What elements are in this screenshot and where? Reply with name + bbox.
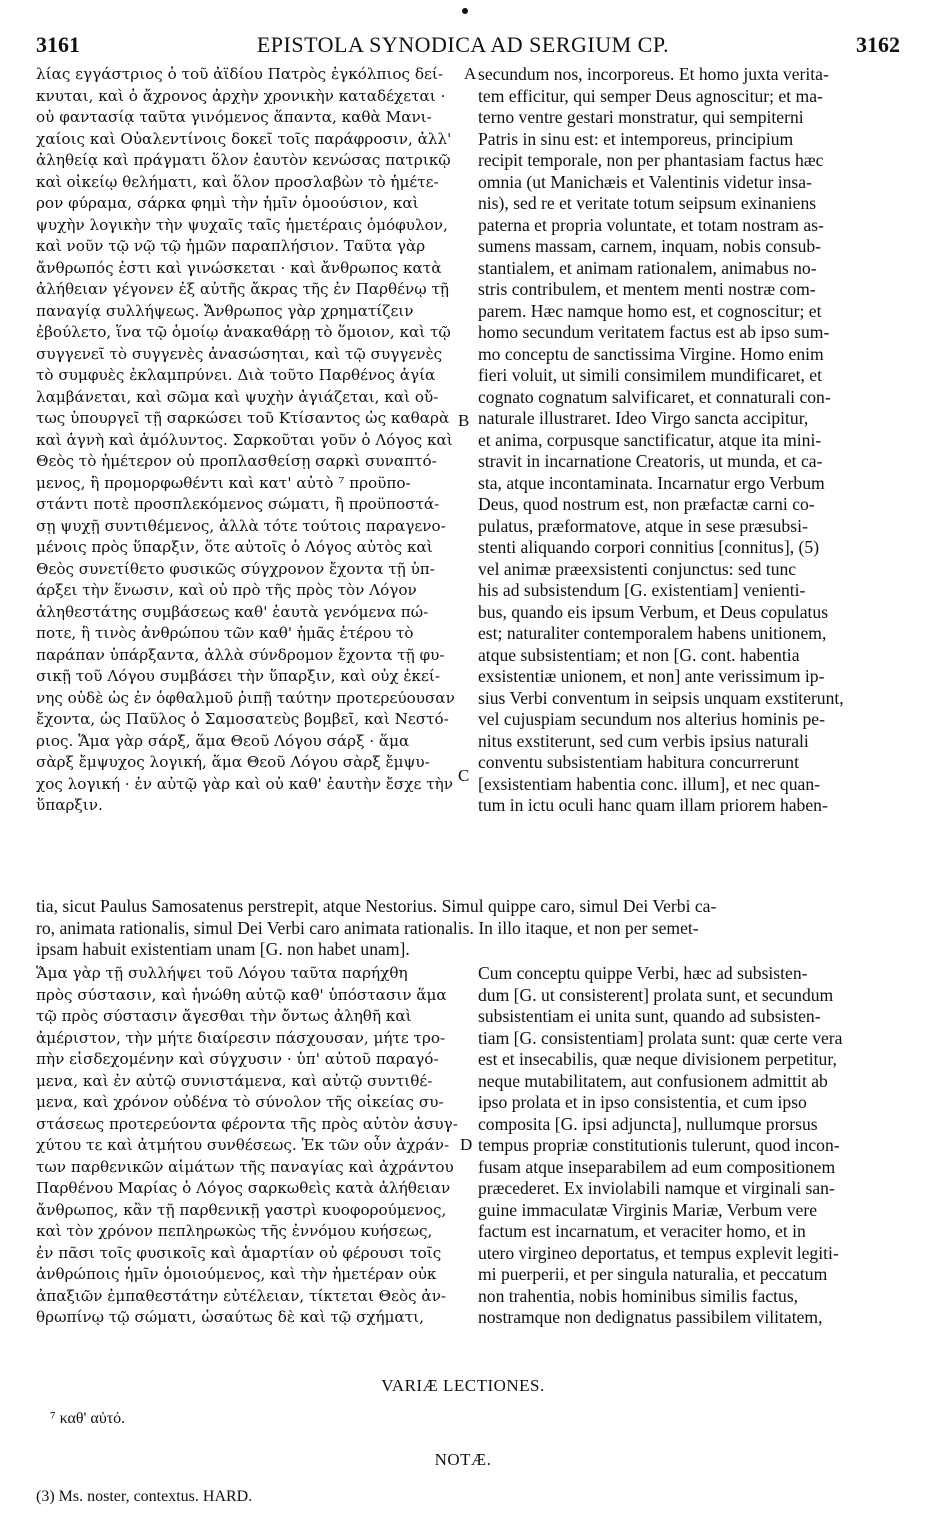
greek-text-line: ὕπαρξιν. [36,796,103,814]
greek-text-line: χύτου τε καὶ ἀτμήτου συνθέσεως. Ἐκ τῶν οὖν ἀχράν- [36,1136,450,1154]
greek-column-bottom [36,963,463,1329]
latin-text-line: bus, quando eis ipsum Verbum, et Deus copulatus [478,601,829,622]
margin-letter-b: B [458,411,470,430]
latin-text-line: recipit temporale, non per phantasiam factus hæc [478,150,824,170]
greek-text-line: ψυχὴν λογικὴν τὴν ψυχαῖς ταῖς ἡμετέραις ὁμόφυλον, [36,215,448,234]
latin-text-line: stris contribulem, et mentem menti nostræ com- [478,279,816,299]
greek-text-line: τὸ συμφυὲς ἐκλαμπρύνει. Διὰ τοῦτο Παρθένος ἁγία [36,366,436,384]
latin-text-line: secundum nos, incorporeus. Et homo juxta verita- [478,64,829,84]
latin-text-line: guine immaculatæ Virginis Mariæ, Verbum vere [478,1199,818,1220]
latin-text-line: tempus propriæ constitutionis tulerunt, quod incon- [478,1135,840,1155]
latin-text-line: dum [G. ut consisterent] prolata sunt, et secundum [478,984,834,1005]
greek-text-line: τως ὑπουργεῖ τῇ σαρκώσει τοῦ Κτίσαντος ὡς καθαρὰ [36,409,450,427]
greek-text-line: σῃ ψυχῇ συντιθέμενος, ἀλλὰ τότε τούτοις παραγενο- [36,516,446,535]
greek-text-line: στάντι ποτὲ προσπλεκόμενος σώματι, ἢ προϋποστά- [36,495,440,513]
greek-text-line: καὶ ἁγνὴ καὶ ἀμόλυντος. Σαρκοῦται γοῦν ὁ Λόγος καὶ [36,430,453,449]
greek-text-line: καὶ τὸν χρόνον πεπληρωκὼς τῆς ἐννόμου κυήσεως, [36,1222,433,1240]
footnote-3: (3) Ms. noster, contextus. HARD. [36,1488,253,1505]
greek-text-line: χαίοις καὶ Οὐαλεντίνοις δοκεῖ τοῖς παράφροσιν, ἀλλ' [36,129,452,148]
latin-text-line: pulatus, præformatove, atque in sese præsubsi- [478,515,808,536]
greek-text-line: παναγίᾳ συλλήψεως. Ἄνθρωπος γὰρ χρηματίζειν [36,301,414,320]
greek-text-line: των παρθενικῶν αἱμάτων τῆς παναγίας καὶ ἀχράντου [36,1157,454,1176]
latin-text-line: omnia (ut Manichæis et Valentinis videtur insa- [478,171,812,192]
latin-text-line: subsistentiam ei unita sunt, quando ad subsisten- [478,1006,821,1026]
variant-reading-note: ⁷ καθ' αὐτό. [50,1410,126,1427]
latin-text-line: ipso prolata et in ipso consistentia, et cum ipso [478,1092,807,1112]
ink-dot [462,8,468,14]
greek-text-line: ἀληθείᾳ καὶ πράγματι ὅλον ἑαυτὸν κενώσας πατρικῷ [36,151,451,169]
latin-text-line: homo secundum veritatem factus est ab ipso sum- [478,322,830,342]
greek-text-line: ἀπαξιῶν ἐμπαθεστάτην εὐτέλειαν, τίκτεται Θεὸς ἀν- [36,1286,447,1305]
notae-heading: NOTÆ. [434,1450,492,1469]
greek-text-line: μενα, καὶ χρόνον οὐδένα τὸ σύνολον τῆς οἰκείας συ- [36,1093,444,1111]
greek-text-line: πὴν εἰσδεχομένην καὶ σύγχυσιν · ὑπ' αὐτοῦ παραγό- [36,1050,439,1068]
latin-text-line: paterna et propria voluntate, et totam nostram as- [478,214,824,235]
latin-text-line: mi puerperii, et per singula naturalia, et peccatum [478,1264,828,1284]
greek-text-line: ἀληθεστάτης συμβάσεως καθ' ἑαυτὰ γενόμενα πώ- [36,602,429,621]
greek-text-line: σικῇ τοῦ Λόγου συμβάσει τὴν ὕπαρξιν, καὶ οὐχ ἐκεί- [36,667,440,685]
latin-text-line: tia, sicut Paulus Samosatenus perstrepit, atque Nestorius. Simul quippe caro, simul Dei Verbi ca- [36,896,717,916]
greek-column-top [36,64,463,817]
variae-lectiones-heading: VARIÆ LECTIONES. [381,1376,545,1395]
latin-text-line: [exsistentiam habentia conc. illum], et nec quan- [478,773,820,794]
greek-text-line: ἀμέριστον, τὴν μήτε διαίρεσιν πάσχουσαν, μήτε τρο- [36,1028,446,1047]
greek-text-line: τῷ πρὸς σύστασιν ἄγεσθαι τὴν ὄντως ἀληθῆ καὶ [36,1007,412,1025]
greek-text-line: ἐν πᾶσι τοῖς φυσικοῖς καὶ ἁμαρτίαν οὐ φέρουσι τοῖς [36,1243,442,1262]
latin-text-line: stenti aliquando corpori connitius [connitus], (5) [478,537,820,557]
greek-text-line: στάσεως προτερεύοντα φέροντα τῆς πρὸς αὐτὸν ἀσυγ- [36,1114,458,1133]
full-width-latin-block [36,896,904,961]
latin-text-line: est; naturaliter contemporalem habens unitionem, [478,623,827,643]
latin-text-line: tum in ictu oculi hanc quam illam priorem haben- [478,795,828,815]
latin-text-line: præcederet. Ex inviolabili namque et virginali san- [478,1178,835,1198]
greek-text-line: καὶ οἰκείῳ θελήματι, καὶ ὅλον προσλαβὼν τὸ ἡμέτε- [36,172,439,191]
greek-text-line: νης οὐδὲ ὡς ἐν ὀφθαλμοῦ ῥιπῇ ταύτην προτερεύουσαν [36,688,455,707]
margin-letter-c: C [458,766,470,785]
latin-text-line: nitus exstiterunt, sed cum verbis ipsius naturali [478,730,809,751]
greek-text-line: κνυται, καὶ ὁ ἄχρονος ἀρχὴν χρονικὴν καταδέχεται · [36,86,446,105]
greek-text-line: μενος, ἢ προμορφωθέντι καὶ κατ' αὐτὸ ⁷ προϋπο- [36,473,411,492]
latin-text-line: naturale illustraret. Ideo Virgo sancta accipitur, [478,408,809,428]
latin-text-line: et anima, corpusque sanctificatur, atque ita mini- [478,429,822,450]
latin-text-line: exsistentiæ unionem, et non] ante verissimum ip- [478,666,825,686]
greek-text-line: Παρθένου Μαρίας ὁ Λόγος σαρκωθεὶς κατὰ ἀλήθειαν [36,1179,451,1197]
latin-text-line: est et insecabilis, quæ neque divisionem perpetitur, [478,1049,837,1069]
latin-text-line: sumens massam, carnem, inquam, nobis consub- [478,236,822,256]
latin-text-line: Patris in sinu est: et intemporeus, principium [478,128,794,149]
latin-text-line: atque subsistentiam; et non [G. cont. habentia [478,644,800,665]
latin-text-line: sta, atque incontaminata. Incarnatur ergo Verbum [478,472,825,493]
greek-text-line: ἐβούλετο, ἵνα τῷ ὁμοίῳ ἀνακαθάρῃ τὸ ὅμοιον, καὶ τῷ [36,323,451,341]
greek-text-line: Ἅμα γὰρ τῇ συλλήψει τοῦ Λόγου ταῦτα παρήχθη [36,964,408,982]
latin-text-line: his ad subsistendum [G. existentiam] venienti- [478,580,806,600]
greek-text-line: Θεὸς συνετίθετο φυσικῶς σύγχρονον ἔχοντα τῇ ὑπ- [36,559,435,578]
latin-text-line: tem efficitur, qui semper Deus agnoscitur; et ma- [478,85,823,106]
right-page-number: 3162 [856,32,900,57]
greek-text-line: λίας εγγάστριος ὁ τοῦ ἀϊδίου Πατρὸς ἐγκόλπιος δεί- [36,65,443,83]
greek-text-line: ποτε, ἢ τινὸς ἀνθρώπου τῶν καθ' ἡμᾶς ἑτέρου τὸ [36,624,414,642]
latin-text-line: stantialem, et animam rationalem, animabus no- [478,257,817,278]
latin-text-line: vel cujuspiam secundum nos alterius hominis pe- [478,709,825,729]
latin-text-line: sius Verbi conventum in seipsis unquam exstiterunt, [478,687,844,708]
greek-text-line: ἄνθρωπος, κἂν τῇ παρθενικῇ γαστρὶ κυοφορούμενος, [36,1200,447,1219]
greek-text-line: συγγενεῖ τὸ συγγενὲς ἀνασώσηται, καὶ τῷ συγγενὲς [36,344,443,363]
latin-text-line: ro, animata rationalis, simul Dei Verbi caro animata rationalis. In illo itaque, et non per semet- [36,917,699,938]
greek-text-line: ἀλήθειαν γέγονεν ἐξ αὐτῆς ἄκρας τῆς ἐν Παρθένῳ τῇ [36,280,449,298]
latin-text-line: utero virgineo deportatus, et tempus explevit legiti- [478,1242,839,1263]
greek-text-line: πρὸς σύστασιν, καὶ ἡνώθη αὐτῷ καθ' ὑπόστασιν ἅμα [36,985,447,1004]
latin-text-line: factum est incarnatum, et veraciter homo, et in [478,1221,806,1241]
greek-text-line: ἔχοντα, ὡς Παῦλος ὁ Σαμοσατεὺς βομβεῖ, καὶ Νεστό- [36,710,449,728]
greek-text-line: καὶ νοῦν τῷ νῷ τῷ ἡμῶν παραπλήσιον. Ταῦτα γὰρ [36,237,426,255]
latin-column-top [478,64,902,817]
latin-text-line: fusam atque inseparabilem ad eum compositionem [478,1156,836,1177]
greek-text-line: μένοις πρὸς ὕπαρξιν, ὅτε αὐτοῖς ὁ Λόγος αὐτὸς καὶ [36,538,433,556]
latin-text-line: nis), sed re et veritate totum seipsum exinaniens [478,193,817,213]
latin-column-bottom [478,963,902,1329]
greek-text-line: χος λογική · ἐν αὐτῷ γὰρ καὶ οὐ καθ' ἑαυτὴν ἔσχε τὴν [36,774,453,793]
latin-text-line: nostramque non dedignatus passibilem vilitatem, [478,1307,823,1327]
greek-text-line: σὰρξ ἔμψυχος λογική, ἅμα Θεοῦ Λόγου σὰρξ ἔμψυ- [36,753,430,771]
latin-text-line: cognato cognatum salvificaret, et connaturali con- [478,386,831,407]
latin-text-line: fieri voluit, ut simili consimilem mundificaret, et [478,365,822,385]
running-title: EPISTOLA SYNODICA AD SERGIUM CP. [256,32,670,57]
latin-text-line: conventu subsistentiam habitura concurrerunt [478,752,799,772]
latin-text-line: non trahentia, nobis hominibus similis factus, [478,1285,799,1306]
greek-text-line: Θεὸς τὸ ἡμέτερον οὐ προπλασθείσῃ σαρκὶ συναπτό- [36,452,437,470]
latin-text-line: vel animæ præexsistenti conjunctus: sed tunc [478,558,797,579]
greek-text-line: παράπαν ὑπάρξαντα, ἀλλὰ σύνδρομον ἔχοντα τῇ φυ- [36,645,445,664]
latin-text-line: composita [G. ipsi adjuncta], nullumque prorsus [478,1113,818,1134]
latin-text-line: parem. Hæc namque homo est, et cognoscitur; et [478,300,822,321]
greek-text-line: λαμβάνεται, καὶ σῶμα καὶ ψυχὴν ἁγιάζεται, καὶ οὔ- [36,387,439,406]
latin-text-line: stravit in incarnatione Creatoris, ut munda, et ca- [478,451,823,471]
latin-text-line: tiam [G. consistentiam] prolata sunt: quæ certe vera [478,1027,843,1048]
latin-text-line: Cum conceptu quippe Verbi, hæc ad subsisten- [478,963,808,983]
latin-text-line: mo conceptu de sanctissima Virgine. Homo enim [478,343,824,364]
margin-letter-a: A [464,64,477,83]
greek-text-line: άρξει τὴν ἕνωσιν, καὶ οὐ πρὸ τῆς πρὸς τὸν Λόγον [36,581,417,599]
greek-text-line: οὐ φαντασίᾳ ταῦτα γινόμενος ἅπαντα, καθὰ Μανι- [36,108,432,126]
margin-letter-d: D [460,1135,473,1154]
latin-text-line: terno ventre gestari monstratur, qui sempiterni [478,107,804,127]
greek-text-line: ἄνθρωπός ἐστι καὶ γινώσκεται · καὶ ἄνθρωπος κατὰ [36,258,442,277]
left-page-number: 3161 [36,32,80,57]
greek-text-line: ἀνθρώποις ἡμῖν ὁμοιούμενος, καὶ τὴν ἡμετέραν οὐκ [36,1265,437,1283]
greek-text-line: ριος. Ἅμα γὰρ σάρξ, ἅμα Θεοῦ Λόγου σάρξ · ἅμα [36,731,410,750]
latin-text-line: Deus, quod nostrum est, non præfactæ carni co- [478,494,815,514]
latin-text-line: neque mutabilitatem, aut confusionem admittit ab [478,1070,828,1091]
greek-text-line: μενα, καὶ ἐν αὐτῷ συνιστάμενα, καὶ αὐτῷ συντιθέ- [36,1071,433,1090]
latin-text-line: ipsam habuit existentiam unam [G. non habet unam]. [36,939,410,959]
greek-text-line: θρωπίνῳ τῷ σώματι, ὡσαύτως δὲ καὶ τῷ σχήματι, [36,1308,424,1326]
greek-text-line: ρον φύραμα, σάρκα φημὶ τὴν ἡμῖν ὁμοούσιον, καὶ [36,194,419,212]
